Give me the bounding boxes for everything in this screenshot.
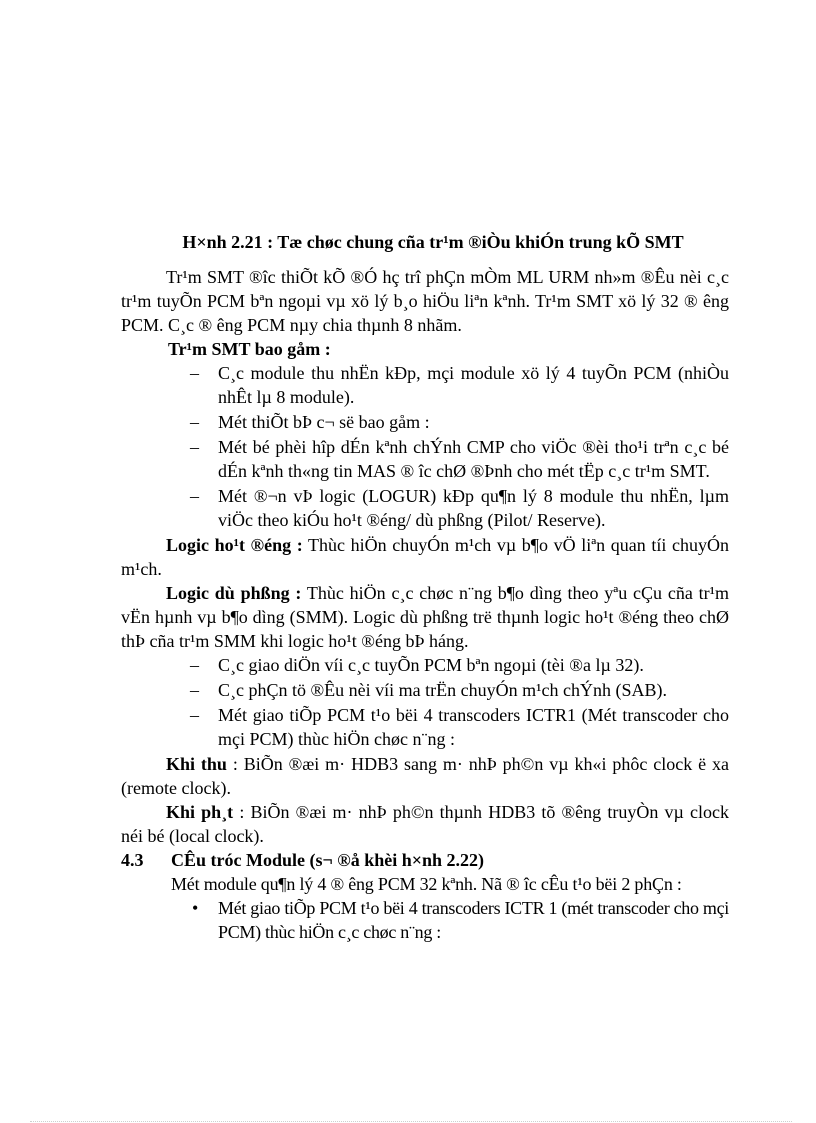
- smt-components-heading: Tr¹m SMT bao gåm :: [168, 339, 331, 359]
- logic-standby-paragraph: [121, 581, 729, 653]
- section-title: CÊu tróc Module (s¬ ®å khèi h×nh 2.22): [171, 850, 484, 870]
- transmit-paragraph: [121, 800, 729, 848]
- list-item: – Mét bé phèi hîp dÉn kªnh chÝnh CMP cho viÖc ®èi tho¹i trªn c¸c bé dÉn kªnh th«ng tin MAS ® îc chØ ®Þnh cho mét tËp c¸c tr¹m SMT.: [218, 435, 729, 483]
- transmit-label: Khi ph¸t: [166, 802, 234, 822]
- transmit-text: : BiÕn ®æi m· nhÞ ph©n thµnh HDB3 tõ ®êng truyÒn vµ clock néi bé (local clock).: [121, 802, 729, 846]
- list-item: • Mét giao tiÕp PCM t¹o bëi 4 transcoders ICTR 1 (mét transcoder cho mçi PCM) thùc hiÖn c¸c chøc n¨ng :: [218, 896, 729, 944]
- list-item: – C¸c giao diÖn víi c¸c tuyÕn PCM bªn ngoµi (tèi ®a lµ 32).: [218, 653, 729, 677]
- intro-paragraph: Tr¹m SMT ®îc thiÕt kÕ ®Ó hç trî phÇn mÒm ML URM nh»m ®Êu nèi c¸c tr¹m tuyÕn PCM bªn ngoµi vµ xö lý b¸o hiÖu liªn kªnh. Tr¹m SMT xö lý 32 ® êng PCM. C¸c ® êng PCM nµy chia thµnh 8 nhãm.: [121, 267, 729, 335]
- section-number: 4.3: [121, 850, 144, 870]
- logic-active-paragraph: [121, 533, 729, 581]
- logic-active-label: Logic ho¹t ®éng :: [166, 535, 303, 555]
- logic-standby-label: Logic dù phßng :: [166, 583, 302, 603]
- receive-label: Khi thu: [166, 754, 227, 774]
- logic-active-text: Thùc hiÖn chuyÓn m¹ch vµ b¶o vÖ liªn quan tíi chuyÓn m¹ch.: [121, 535, 730, 579]
- smt-components-list: [121, 361, 729, 532]
- list-item: – Mét ®¬n vÞ logic (LOGUR) kÐp qu¶n lý 8 module thu nhËn, lµm viÖc theo kiÓu ho¹t ®éng/ dù phßng (Pilot/ Reserve).: [218, 484, 729, 532]
- receive-text: : BiÕn ®æi m· HDB3 sang m· nhÞ ph©n vµ kh«i phôc clock ë xa (remote clock).: [121, 754, 729, 798]
- module-items-list: [121, 896, 729, 944]
- logic-items-list: [121, 653, 729, 751]
- list-item: – Mét giao tiÕp PCM t¹o bëi 4 transcoders ICTR1 (Mét transcoder cho mçi PCM) thùc hiÖn chøc n¨ng :: [218, 703, 729, 751]
- page-bottom-divider: [30, 1121, 792, 1122]
- logic-standby-text: Thùc hiÖn c¸c chøc n¨ng b¶o dìng theo yªu cÇu cña tr¹m vËn hµnh vµ b¶o dìng (SMM). Logic dù phßng trë thµnh logic ho¹t ®éng theo chØ thÞ cña tr¹m SMM khi logic ho¹t ®éng bÞ háng.: [121, 583, 729, 651]
- document-body: [121, 265, 729, 944]
- list-item: – Mét thiÕt bÞ c¬ së bao gåm :: [218, 410, 729, 434]
- figure-caption: H×nh 2.21 : Tæ chøc chung cña tr¹m ®iÒu khiÓn trung kÕ SMT: [182, 232, 684, 252]
- receive-paragraph: [121, 752, 729, 800]
- module-paragraph: Mét module qu¶n lý 4 ® êng PCM 32 kªnh. Nã ® îc cÊu t¹o bëi 2 phÇn :: [171, 874, 682, 894]
- list-item: – C¸c phÇn tö ®Êu nèi víi ma trËn chuyÓn m¹ch chÝnh (SAB).: [218, 678, 729, 702]
- list-item: – C¸c module thu nhËn kÐp, mçi module xö lý 4 tuyÕn PCM (nhiÒu nhÊt lµ 8 module).: [218, 361, 729, 409]
- section-heading: [121, 848, 729, 872]
